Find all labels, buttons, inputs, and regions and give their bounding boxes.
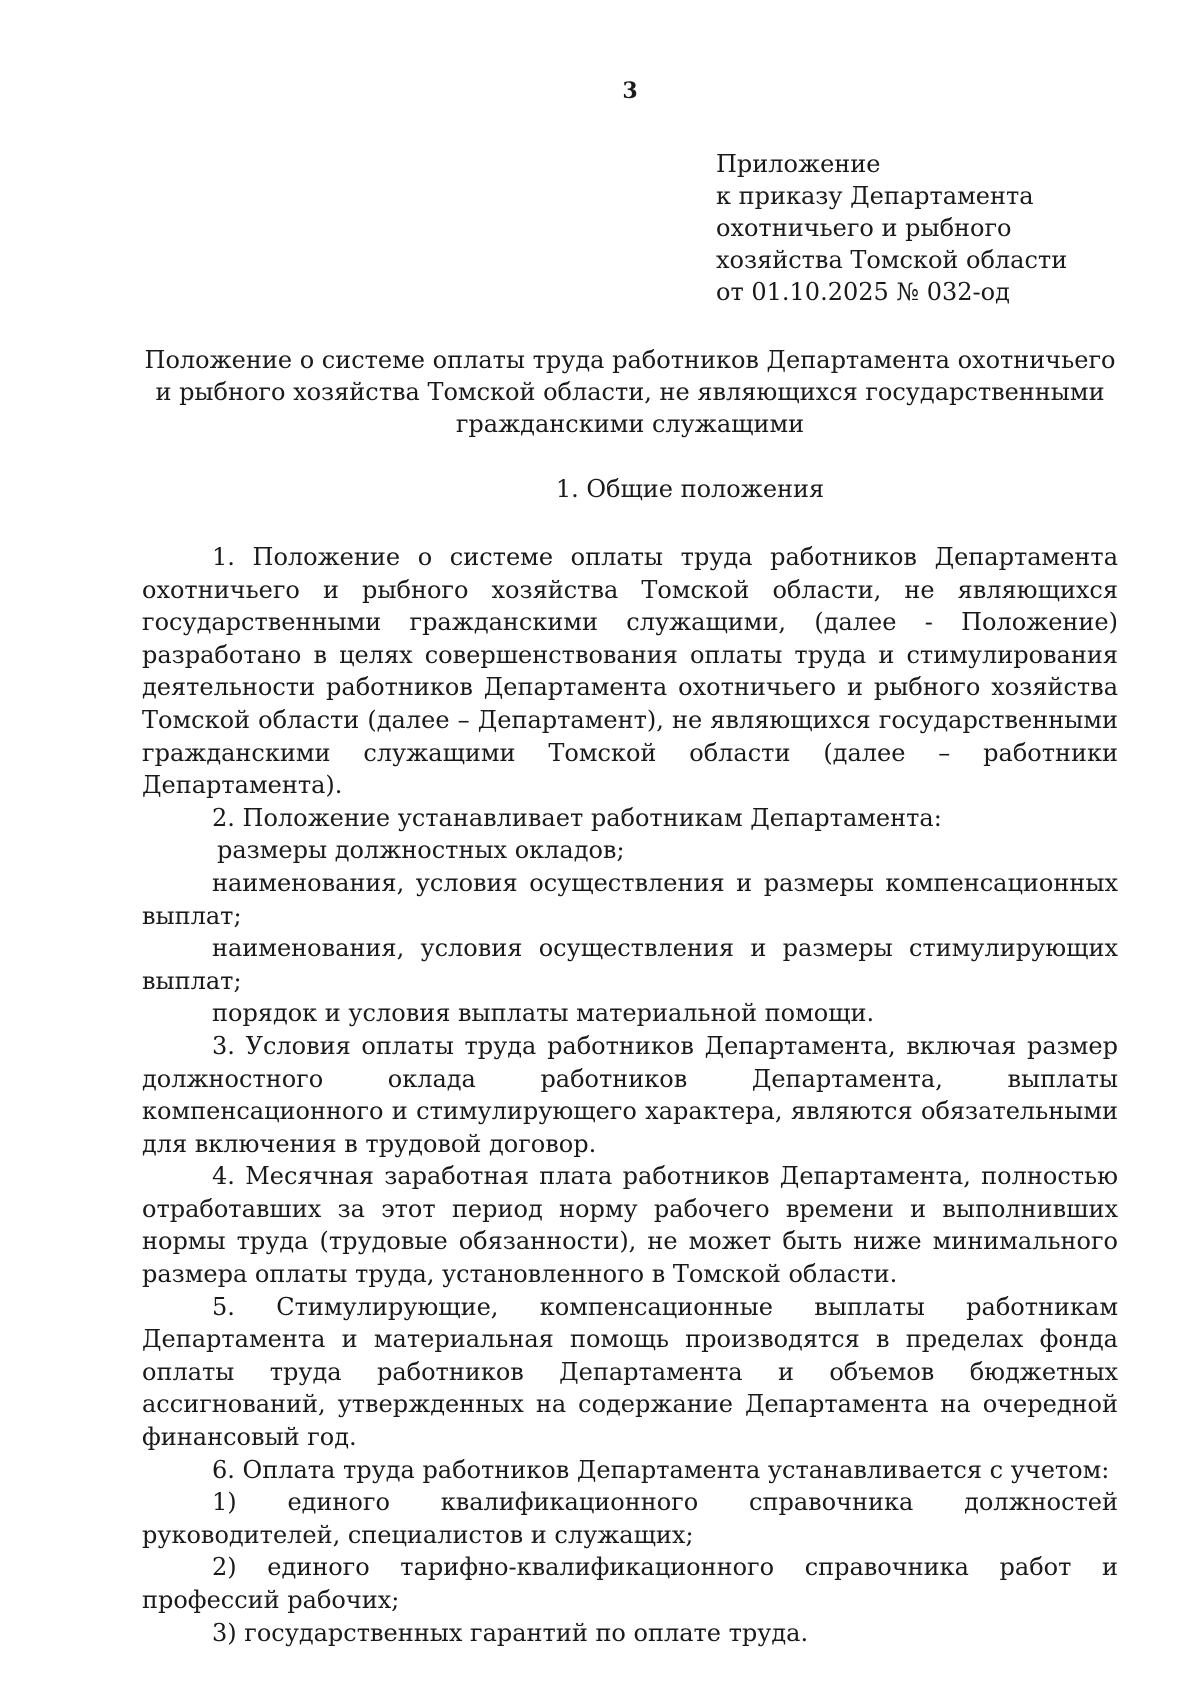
list-item: 1) единого квалификационного справочника должностей руководителей, специалистов и служащих; [142,1488,1118,1549]
attachment-line: от 01.10.2025 № 032-од [716,278,1010,306]
attachment-line: к приказу Департамента [716,182,1034,210]
section-heading: 1. Общие положения [555,475,825,503]
page-number: 3 [622,78,638,104]
list-item: наименования, условия осуществления и размеры компенсационных выплат; [142,868,1118,930]
attachment-line: охотничьего и рыбного [716,214,1012,242]
document-body [142,541,1118,1649]
list-item: 2) единого тарифно-квалификационного справочника работ и профессий рабочих; [142,1553,1118,1614]
paragraph: 2. Положение устанавливает работникам Департамента: [212,803,942,832]
paragraph: 1. Положение о системе оплаты труда работников Департамента охотничьего и рыбного хозяйства Томской области, не являющихся государственными гражданскими служащими, (далее - Положение) разработано в целях совершенствования оплаты труда и стимулирования деятельности работников Департамента охотничьего и рыбного хозяйства Томской области (далее – Департамент), не являющихся государственными гражданскими служащими Томской области (далее – работники Департамента). [142,543,1118,800]
paragraph: 5. Стимулирующие, компенсационные выплаты работникам Департамента и материальная помощь производятся в пределах фонда оплаты труда работников Департамента и объемов бюджетных ассигнований, утвержденных на содержание Департамента на очередной финансовый год. [142,1292,1118,1452]
attachment-block [716,148,1067,308]
attachment-line: хозяйства Томской области [716,246,1068,274]
attachment-line: Приложение [716,150,881,178]
list-item: размеры должностных окладов; [217,836,625,865]
list-item: 3) государственных гарантий по оплате труда. [212,1618,809,1647]
list-item: наименования, условия осуществления и размеры стимулирующих выплат; [142,934,1118,995]
paragraph: 3. Условия оплаты труда работников Департамента, включая размер должностного оклада работников Департамента, выплаты компенсационного и стимулирующего характера, являются обязательными для включения в трудовой договор. [142,1031,1118,1158]
list-item: порядок и условия выплаты материальной помощи. [212,999,875,1028]
document-title: Положение о системе оплаты труда работников Департамента охотничьего и рыбного хозяйства Томской области, не являющихся государственными гражданскими служащими [144,346,1116,438]
paragraph: 6. Оплата труда работников Департамента устанавливается с учетом: [212,1455,1110,1484]
paragraph: 4. Месячная заработная плата работников Департамента, полностью отработавших за этот период норму рабочего времени и выполнивших нормы труда (трудовые обязанности), не может быть ниже минимального размера оплаты труда, установленного в Томской области. [142,1162,1118,1289]
